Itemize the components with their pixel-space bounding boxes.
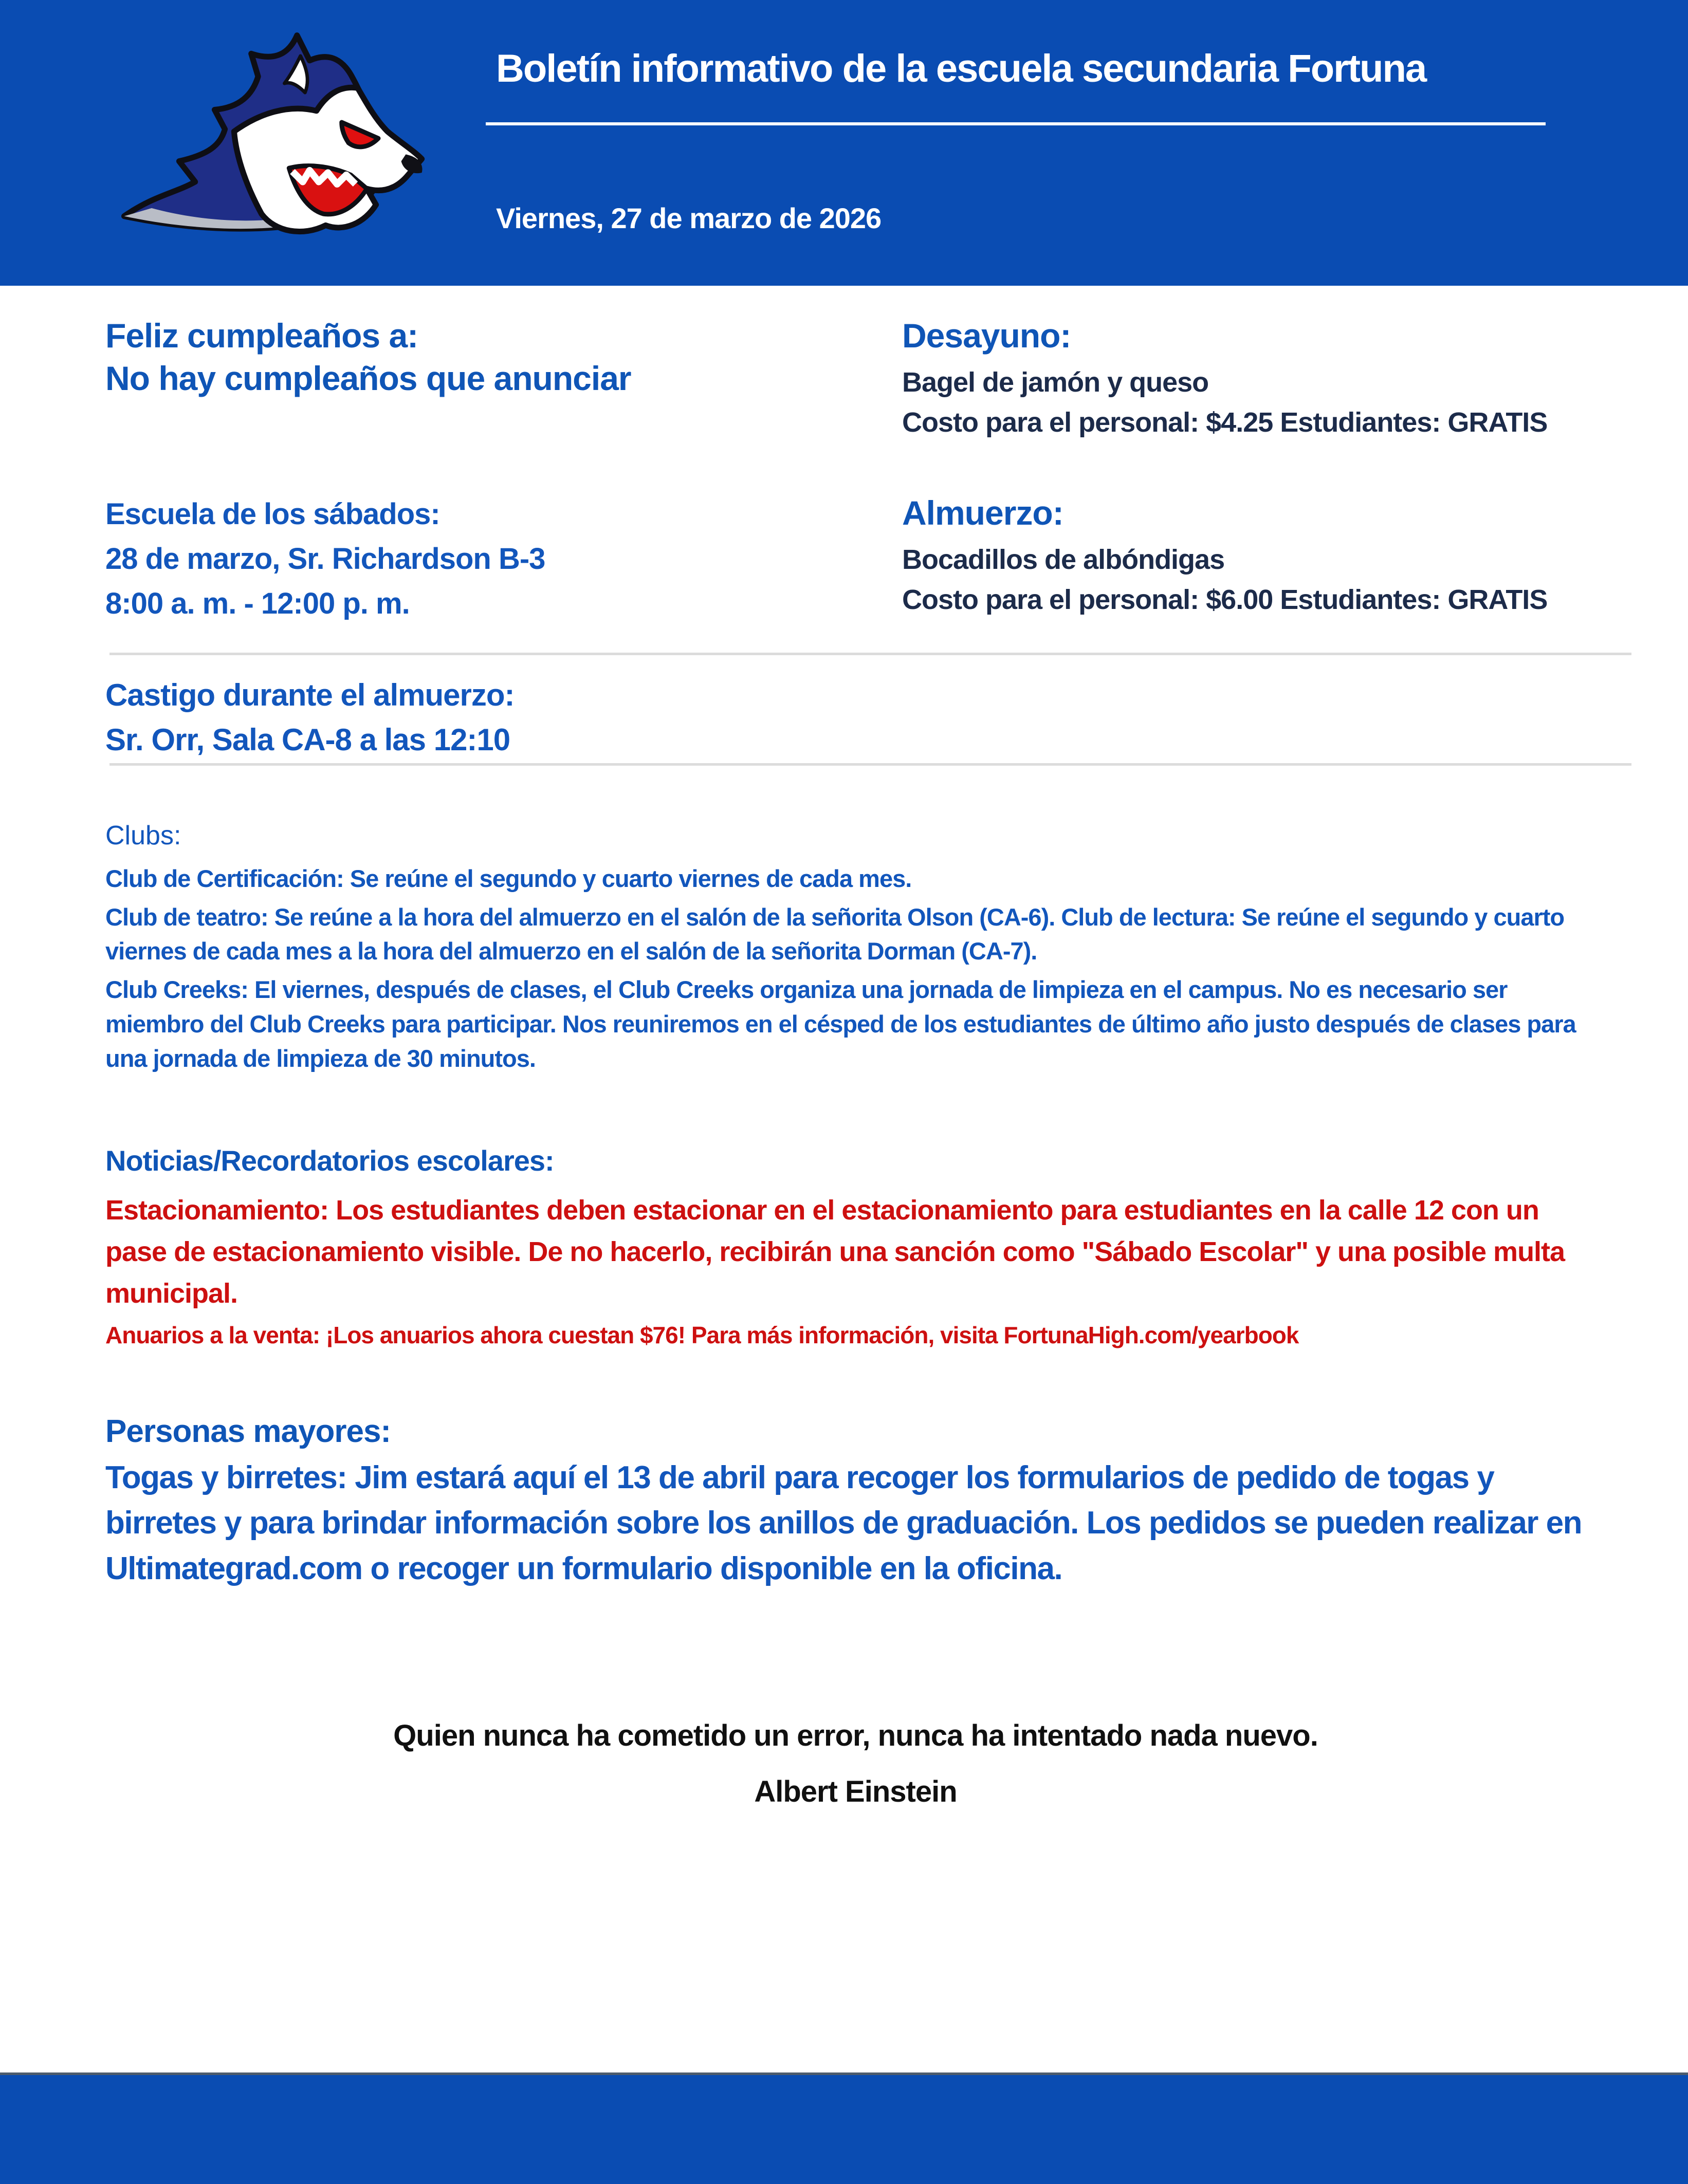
breakfast-cost: Costo para el personal: $4.25 Estudiantes: GRATIS: [902, 406, 1548, 438]
breakfast-heading: Desayuno:: [902, 317, 1071, 355]
school-logo: [87, 22, 468, 273]
saturday-school-section: [105, 492, 902, 626]
birthdays-body: No hay cumpleaños que anunciar: [105, 359, 631, 397]
detention-detail: Sr. Orr, Sala CA-8 a las 12:10: [105, 723, 510, 757]
quote-author: Albert Einstein: [754, 1774, 957, 1808]
divider-top: [109, 653, 1631, 655]
news-heading: Noticias/Recordatorios escolares:: [105, 1144, 554, 1177]
saturday-school-line2: 8:00 a. m. - 12:00 p. m.: [105, 587, 410, 621]
clubs-heading: Clubs:: [105, 821, 181, 851]
lunch-heading: Almuerzo:: [902, 494, 1063, 532]
seniors-heading: Personas mayores:: [105, 1413, 391, 1449]
seniors-body: Togas y birretes: Jim estará aquí el 13 de abril para recoger los formularios de pedido de togas y birretes y para brindar información sobre los anillos de graduación. Los pedidos se pueden realizar en Ultimategrad.com o recoger un formulario disponible en la oficina.: [105, 1460, 1582, 1586]
footer-band: [0, 2072, 1688, 2184]
row-saturday-lunch: [105, 492, 1606, 626]
quote-section: [105, 1715, 1606, 1812]
newsletter-title: Boletín informativo de la escuela secundaria Fortuna: [496, 47, 1426, 90]
divider-bottom: [109, 763, 1631, 766]
saturday-school-heading: Escuela de los sábados:: [105, 497, 440, 531]
newsletter-date: Viernes, 27 de marzo de 2026: [496, 202, 882, 234]
seniors-section: [105, 1410, 1606, 1591]
quote-text: Quien nunca ha cometido un error, nunca ha intentado nada nuevo.: [393, 1718, 1318, 1752]
club-creeks: Club Creeks: El viernes, después de clases, el Club Creeks organiza una jornada de limpieza en el campus. No es necesario ser miembro del Club Creeks para participar. Nos reuniremos en el césped de los estudiantes de último año justo después de clases para una jornada de limpieza de 30 minutos.: [105, 976, 1576, 1072]
saturday-school-line1: 28 de marzo, Sr. Richardson B-3: [105, 542, 545, 576]
row-birthdays-breakfast: [105, 314, 1606, 442]
detention-section: [105, 673, 1606, 762]
lunch-item: Bocadillos de albóndigas: [902, 544, 1225, 575]
title-underline: [486, 122, 1546, 125]
news-section: [105, 1141, 1606, 1353]
detention-heading: Castigo durante el almuerzo:: [105, 678, 515, 713]
birthdays-section: [105, 314, 902, 442]
husky-logo-icon: [87, 22, 468, 273]
club-theater-reading: Club de teatro: Se reúne a la hora del almuerzo en el salón de la señorita Olson (CA-6). Club de lectura: Se reúne el segundo y cuarto viernes de cada mes a la hora del almuerzo en el salón de la señorita Dorman (CA-7).: [105, 903, 1565, 965]
breakfast-item: Bagel de jamón y queso: [902, 366, 1209, 398]
newsletter-body: [0, 314, 1688, 1812]
club-certification: Club de Certificación: Se reúne el segundo y cuarto viernes de cada mes.: [105, 864, 912, 892]
clubs-section: [105, 817, 1606, 1076]
header-band: [0, 0, 1688, 286]
birthdays-heading: Feliz cumpleaños a:: [105, 317, 418, 355]
yearbook-notice: Anuarios a la venta: ¡Los anuarios ahora cuestan $76! Para más información, visita FortunaHigh.com/yearbook: [105, 1321, 1299, 1348]
parking-notice: Estacionamiento: Los estudiantes deben estacionar en el estacionamiento para estudiantes en la calle 12 con un pase de estacionamiento visible. De no hacerlo, recibirán una sanción como "Sábado Escolar" y una posible multa municipal.: [105, 1194, 1565, 1309]
breakfast-section: [902, 314, 1606, 442]
lunch-cost: Costo para el personal: $6.00 Estudiantes: GRATIS: [902, 584, 1548, 615]
lunch-section: [902, 492, 1606, 626]
